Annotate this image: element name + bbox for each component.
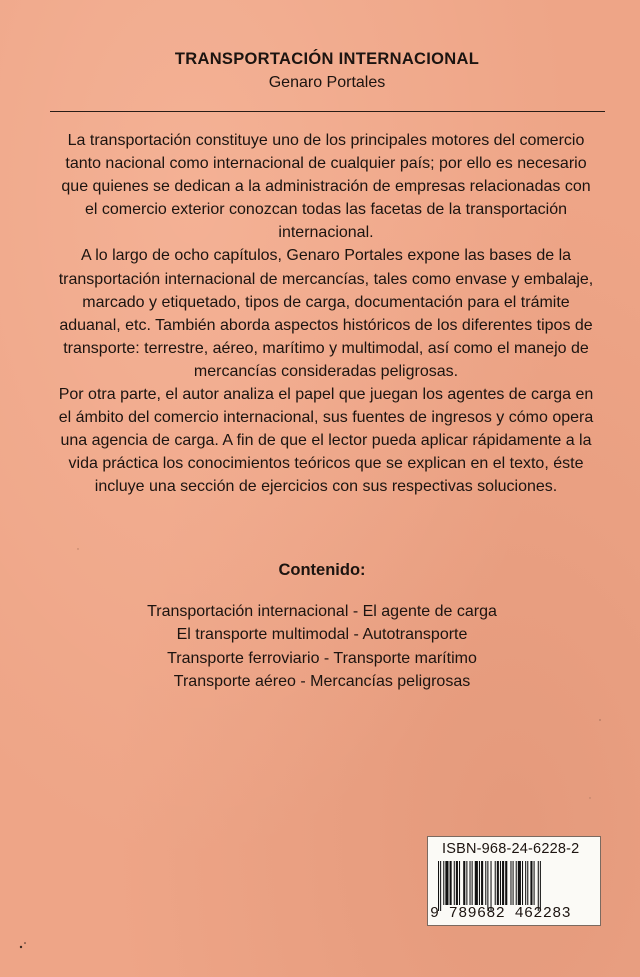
book-author: Genaro Portales — [268, 74, 386, 91]
barcode-bar — [450, 861, 452, 905]
contents-item: Transporte ferroviario - Transporte marítimo — [167, 649, 477, 667]
barcode-bar — [472, 861, 473, 905]
isbn-label: ISBN-968-24-6228-2 — [442, 841, 580, 857]
barcode-bar — [440, 861, 441, 911]
barcode-bar — [516, 861, 517, 905]
barcode-bar — [522, 861, 523, 905]
barcode-bar — [502, 861, 504, 905]
barcode-bar — [487, 861, 488, 911]
divider-line — [50, 111, 605, 112]
barcode-bar — [485, 861, 486, 905]
description-paragraph: Por otra parte, el autor analiza el papel que juegan los agentes de carga en el ámbito del comercio internacional, sus fuentes de ingresos y cómo opera una agencia de carga. A fin de que el lector pueda aplicar rápidamente a la vida práctica los conocimientos teóricos que se explican en el texto, éste incluye una sección de ejercicios con sus respectivas soluciones. — [58, 386, 594, 496]
contents-heading: Contenido: — [278, 561, 366, 579]
barcode-bar — [475, 861, 478, 905]
barcode-bar — [525, 861, 526, 905]
book-title: TRANSPORTACIÓN INTERNACIONAL — [174, 50, 480, 68]
barcode-bar — [527, 861, 528, 905]
barcode-bar — [463, 861, 465, 905]
barcode-bar — [538, 861, 539, 911]
barcode-bar — [459, 861, 460, 905]
description — [56, 129, 596, 499]
barcode-bar — [497, 861, 499, 905]
barcode-bar — [513, 861, 514, 905]
barcode-bar — [443, 861, 444, 905]
barcode-bar — [510, 861, 511, 905]
barcode-bar — [530, 861, 532, 905]
barcode-digits: 9 789682 462283 — [430, 905, 572, 922]
barcode-bar — [495, 861, 496, 905]
contents-list — [0, 600, 640, 693]
barcode-icon — [437, 861, 593, 911]
barcode-bar — [470, 861, 471, 905]
barcode-bar — [505, 861, 507, 905]
contents-item: Transportación internacional - El agente de carga — [147, 603, 497, 620]
barcode-bar — [481, 861, 483, 905]
barcode-bar — [454, 861, 455, 905]
barcode-bar — [438, 861, 439, 911]
description-paragraph: La transportación constituye uno de los principales motores del comercio tanto nacional como internacional de cualquier país; por ello es necesario que quienes se dedican a la administración de empresas relacionadas con el comercio exterior conozcan todas las facetas de la transportación internacional. — [61, 132, 591, 242]
barcode-panel — [427, 836, 601, 926]
contents-item: El transporte multimodal - Autotransporte — [176, 626, 468, 644]
barcode-bar — [500, 861, 501, 905]
barcode-bar — [456, 861, 458, 905]
contents-item: Transporte aéreo - Mercancías peligrosas — [173, 672, 471, 690]
barcode-bar — [479, 861, 480, 905]
barcode-bar — [540, 861, 541, 911]
barcode-bar — [534, 861, 535, 905]
barcode-bar — [445, 861, 448, 905]
barcode-bar — [491, 861, 492, 911]
barcode-bar — [466, 861, 467, 905]
description-paragraph: A lo largo de ocho capítulos, Genaro Portales expone las bases de la transportación internacional de mercancías, tales como envase y embalaje, marcado y etiquetado, tipos de carga, documentación para el trámite aduanal, etc. También aborda aspectos históricos de los diferentes tipos de transporte: terrestre, aéreo, marítimo y multimodal, así como el manejo de mercancías consideradas peligrosas. — [58, 247, 594, 380]
barcode-bar — [518, 861, 521, 905]
